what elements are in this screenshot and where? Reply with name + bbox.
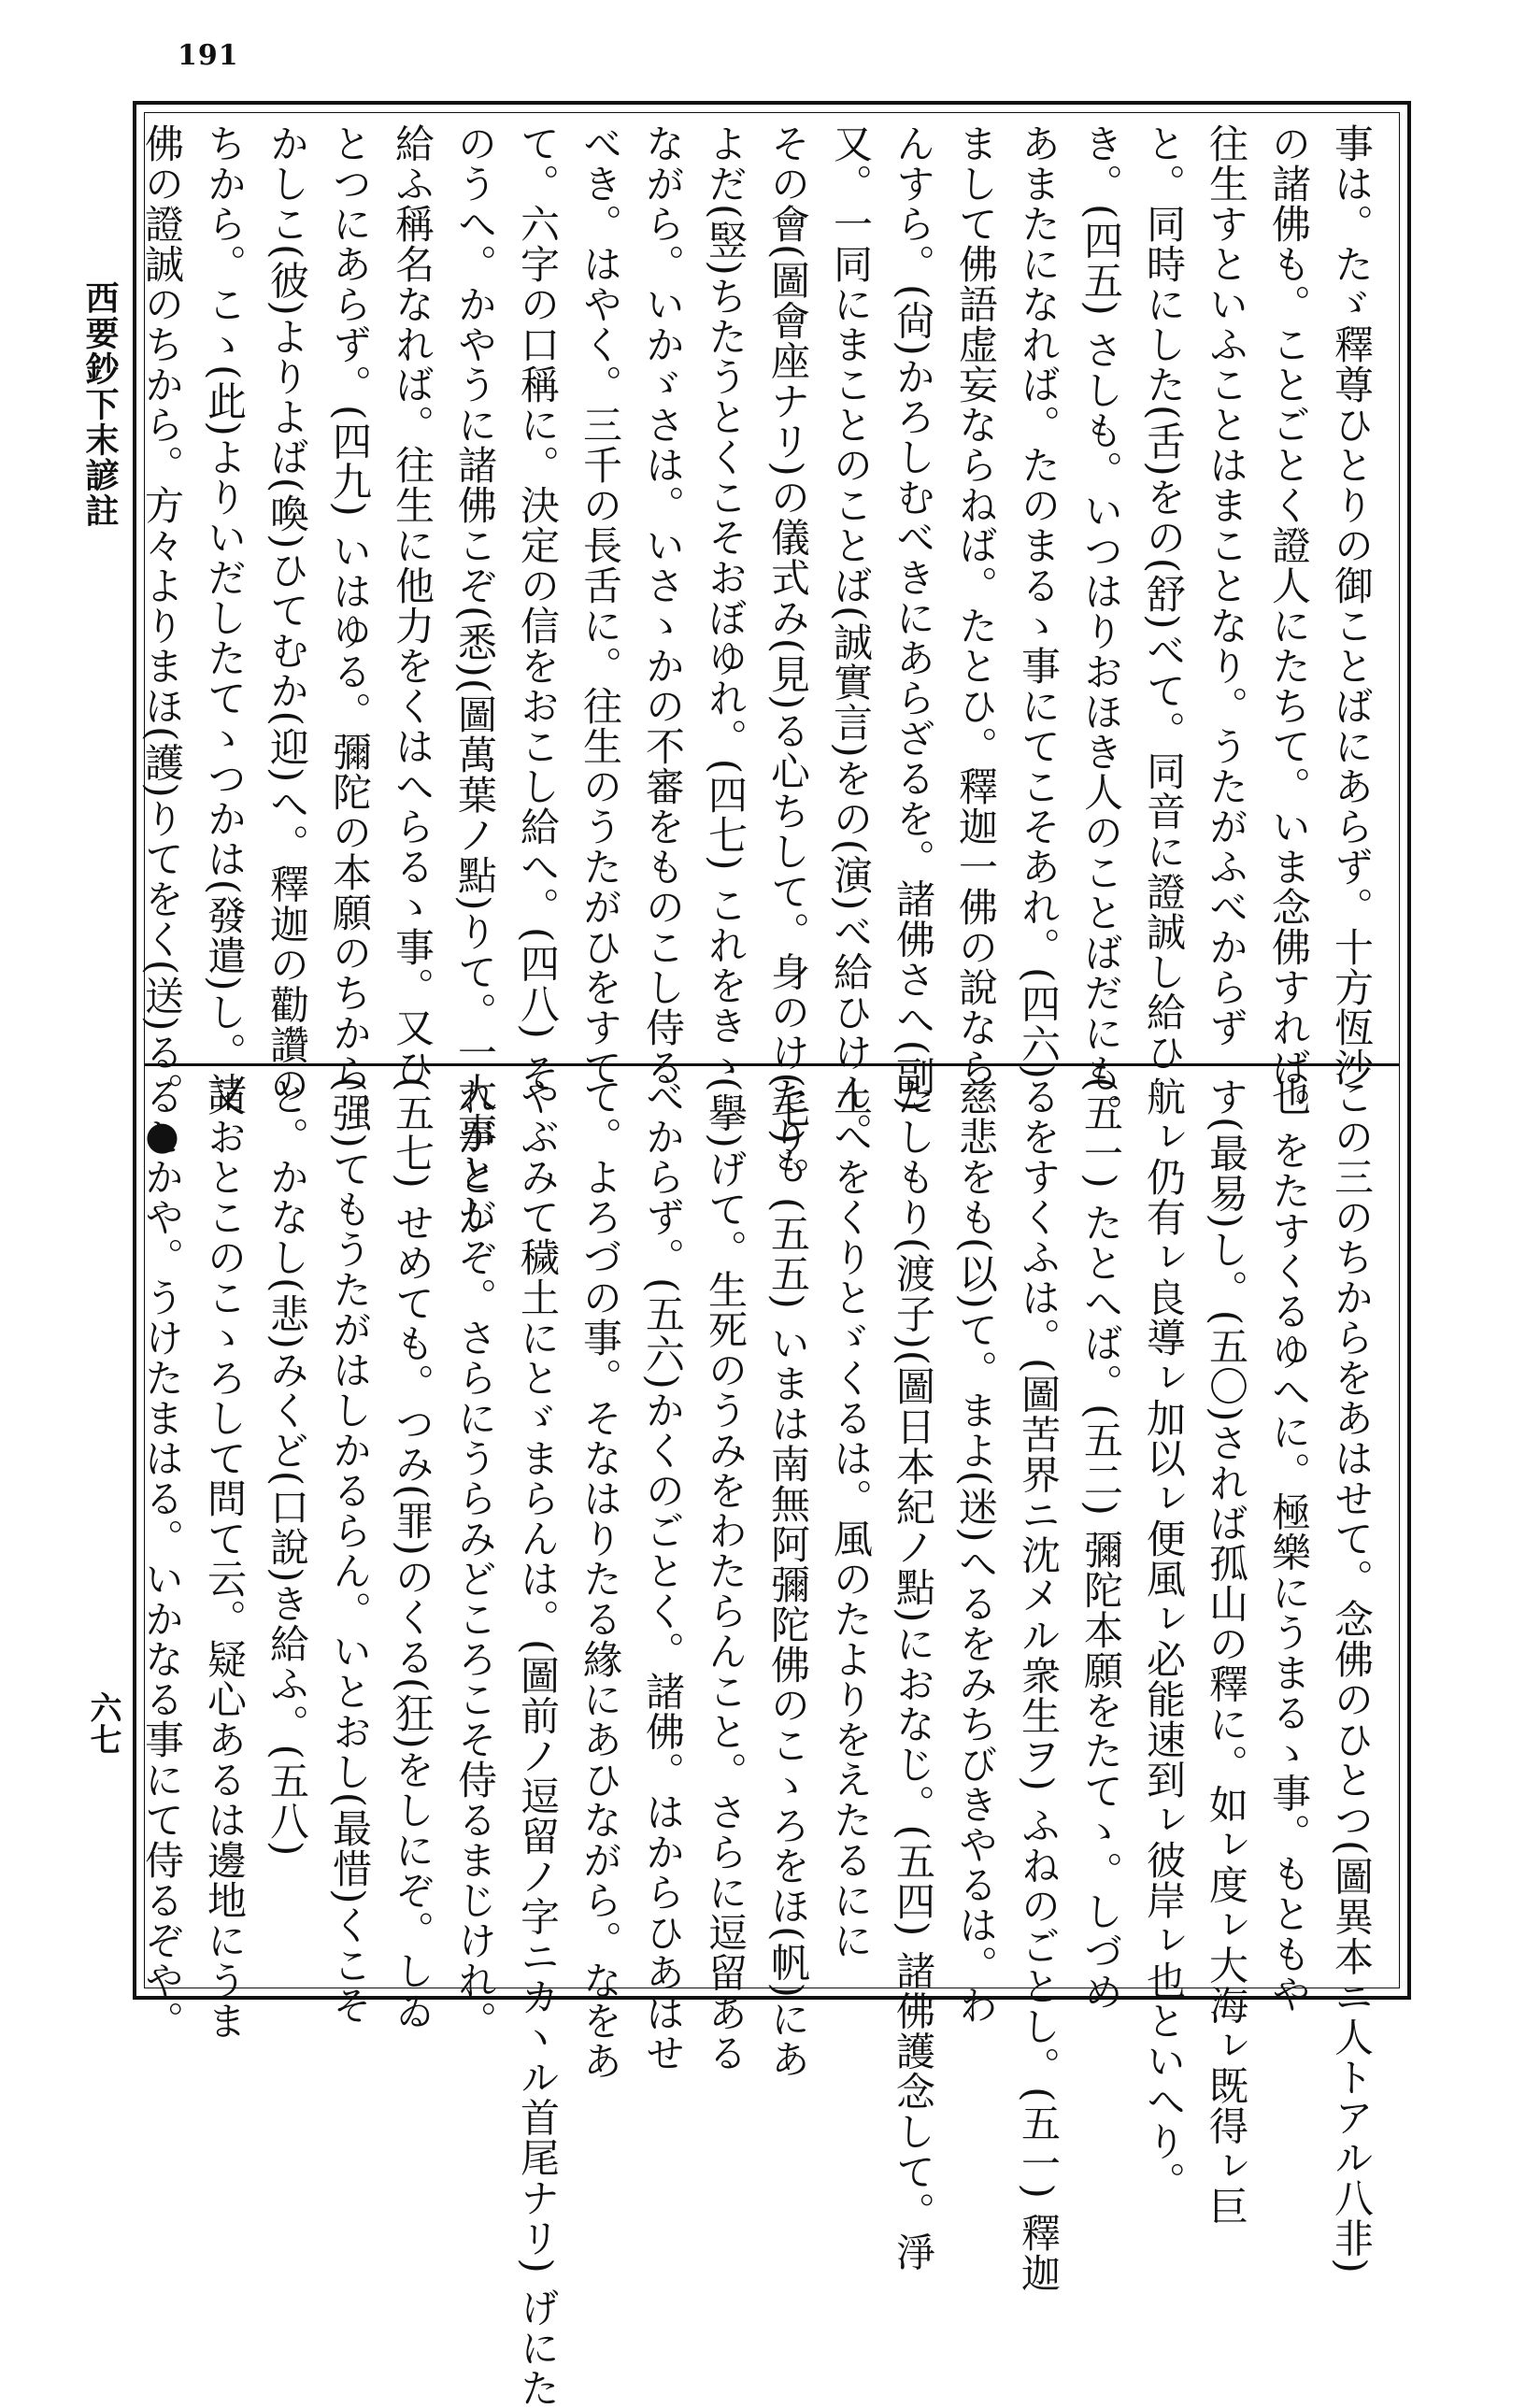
text-column: るをすくふは。(圖苦界ニ沈メル衆生ヲ) ふねのごとし。(五一) 釋迦	[1016, 1076, 1062, 2294]
top-text-panel	[139, 123, 1383, 1233]
text-column: ながら。いかゞさは。いさゝかの不審をものこし侍る	[640, 123, 686, 1088]
text-column: (五一) たとへば。(五二) 彌陀本願をたてゝ。しづめ	[1078, 1076, 1124, 2013]
text-column: (擧)げて。生死のうみをわたらんこと。さらに逗留ある	[703, 1076, 749, 2073]
text-column: 又。一同にまことのことば(誠實言)をの(演)べ給ひけん。	[828, 123, 874, 1153]
text-column: て。よろづの事。そなはりたる緣にあひながら。なをあ	[578, 1076, 623, 2081]
text-column: んすら。(尙)かろしむべきにあらざるを。諸佛さへ(副)	[891, 123, 936, 1113]
text-column: この三のちからをあはせて。念佛のひとつ(圖異本ニ人トアル八非)	[1329, 1076, 1375, 2274]
text-column: とつにあらず。(四九) いはゆる。彌陀の本願のちから。	[327, 123, 373, 1134]
text-column: あまたになれば。たのまるゝ事にてこそあれ。(四六)	[1016, 123, 1062, 1080]
text-column: て。六字の口稱に。決定の信をおこし給へ。(四八) そ	[515, 123, 561, 1094]
text-column: 慈悲をも(以)て。まよ(迷)へるをみちびきやるは。わ	[953, 1076, 999, 2026]
text-column: 也 をたすくるゆへに。極樂にうまるゝ事。もともや	[1266, 1076, 1312, 2015]
text-column: 佛の證誠のちから。方々よりまほ(護)りてをく(送)る。●	[139, 123, 185, 1160]
text-column: 給ふ稱名なれば。往生に他力をくはへらるゝ事。又ひ	[390, 123, 435, 1088]
text-column: 往生すといふことはまことなり。うたがふべからず	[1204, 123, 1249, 1047]
page-number: 191	[178, 39, 239, 72]
text-column: かしこ(彼)よりよば(喚)ひてむか(迎)へ。釋迦の勸讚の	[264, 123, 310, 1105]
text-column: よだ(竪)ちたうとくこそおぼゆれ。(四七) これをきゝ	[703, 123, 749, 1086]
text-column: す(最易)し。(五〇)されば孤山の釋に。如ㇾ度ㇾ大海ㇾ既得ㇾ巨	[1204, 1076, 1249, 2227]
text-column: 事は。たゞ釋尊ひとりの御ことばにあらず。十方恆沙	[1329, 123, 1375, 1088]
text-column: 又おとこのこゝろして問て云。疑心あるは邊地にうま	[202, 1076, 248, 2041]
text-column: その會(圖會座ナリ)の儀式み(見)る心ちして。身のけ(毛)も	[765, 123, 811, 1186]
text-column: べからず。(五六)かくのごとく。諸佛。はからひあはせ	[640, 1076, 686, 2073]
text-column: と。かなし(悲)みくど(口說)き給ふ。(五八)	[264, 1076, 310, 1858]
text-column: 航ㇾ仍有ㇾ良導ㇾ加以ㇾ便風ㇾ必能速到ㇾ彼岸ㇾ也といへり。	[1141, 1076, 1187, 2201]
text-column: き。(四五) さしも。いつはりおほき人のことばだにも。	[1078, 123, 1124, 1134]
text-column: れがとがぞ。さらにうらみどころこそ侍るまじけれ。	[452, 1076, 498, 2041]
text-column: (强)てもうたがはしかるらん。いとおし(最惜)くこそ	[327, 1076, 373, 2026]
folio-number: 六七	[84, 1691, 121, 1755]
text-column: たしもり(渡子)(圖日本紀ノ點)におなじ。(五四) 諸佛護念して。淨	[891, 1076, 936, 2273]
text-column: まして佛語虚妄ならねば。たとひ。釋迦一佛の說なら	[953, 123, 999, 1088]
text-column: 土へをくりとゞくるは。風のたよりをえたるにに	[828, 1076, 874, 1960]
text-column: ちから。こゝ(此)よりいだしたてゝつかは(發遣)し。諸	[202, 123, 248, 1113]
text-column: のうへ。かやうに諸佛こぞ(悉)(圖萬葉ノ點)りて。一大事とし	[452, 123, 498, 1233]
bottom-text-panel	[139, 1076, 1383, 2408]
text-column: (五七) せめても。つみ(罪)のくる(狂)をしにぞ。しゐ	[390, 1076, 435, 2031]
text-column: べき。はやく。三千の長舌に。往生のうたがひをすて	[578, 123, 623, 1088]
text-column: の諸佛も。ことごとく證人にたちて。いま念佛すれば。	[1266, 123, 1312, 1128]
text-column: たり。(五五) いまは南無阿彌陀佛のこゝろをほ(帆)にあ	[765, 1076, 811, 2079]
text-column: と。同時にした(舌)をの(舒)べて。同音に證誠し給ひ	[1141, 123, 1187, 1073]
running-title: 西要鈔下末諺註	[80, 280, 120, 529]
text-column: やぶみて穢土にとゞまらんは。(圖前ノ逗留ノ字ニカヽル首尾ナリ) げにた	[515, 1076, 561, 2408]
text-column: るとかや。うけたまはる。いかなる事にて侍るぞや。	[139, 1076, 185, 2041]
